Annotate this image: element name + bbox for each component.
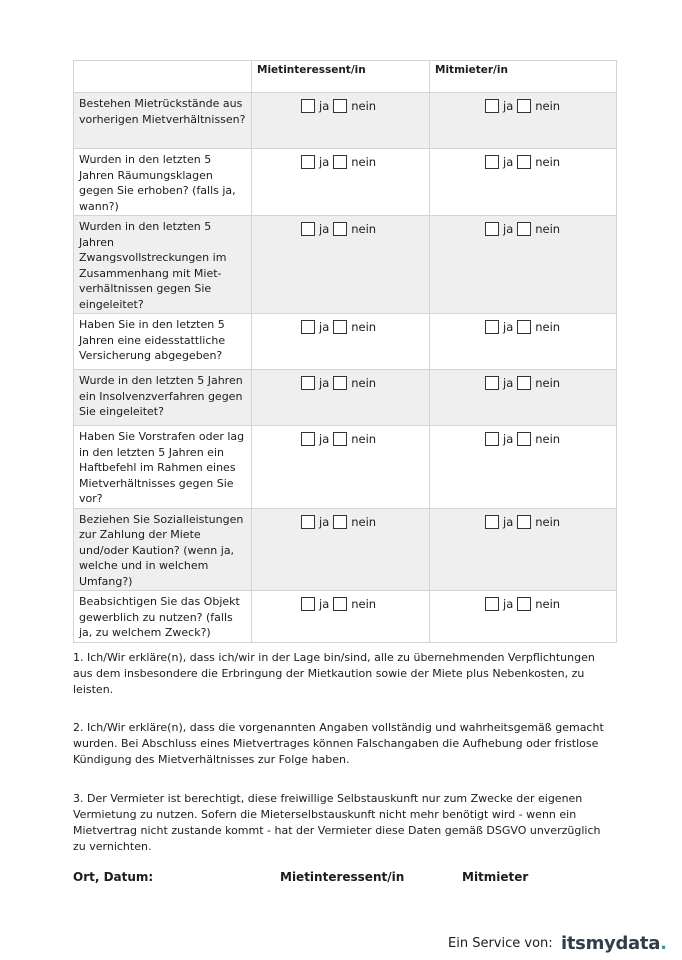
cotenant-nein-checkbox[interactable] [517, 376, 531, 390]
cotenant-ja-checkbox[interactable] [485, 155, 499, 169]
cotenant-options [430, 426, 616, 446]
option-ja-label: ja [503, 514, 514, 529]
tenant-nein-checkbox[interactable] [333, 155, 347, 169]
cotenant-options [430, 370, 616, 390]
tenant-ja-checkbox[interactable] [301, 432, 315, 446]
option-nein-label: nein [535, 514, 561, 529]
cotenant-ja-checkbox[interactable] [485, 222, 499, 236]
table-row [74, 591, 617, 643]
option-ja-label: ja [503, 376, 514, 390]
cotenant-answer-cell [430, 426, 617, 509]
option-ja-label: ja [503, 597, 514, 611]
brand-logo [561, 933, 667, 954]
option-ja-label: ja [319, 514, 330, 529]
question-line: Beziehen Sie Sozialleistungen [79, 512, 244, 526]
question-line: und/oder Kaution? (wenn ja, [79, 543, 235, 557]
option-nein-label: nein [535, 432, 561, 446]
option-ja-label: ja [319, 376, 330, 390]
tenant-answer-cell [252, 591, 430, 643]
signature-cotenant: Mitmieter [462, 870, 529, 884]
tenant-ja-checkbox[interactable] [301, 99, 315, 113]
option-nein-label: nein [535, 222, 561, 236]
question-line: Haftbefehl im Rahmen eines [79, 461, 236, 474]
tenant-answer-cell [252, 149, 430, 216]
tenant-answer-cell [252, 508, 430, 591]
brand-dot: . [660, 933, 667, 954]
tenant-ja-checkbox[interactable] [301, 515, 315, 529]
table-row [74, 314, 617, 370]
tenant-nein-checkbox[interactable] [333, 376, 347, 390]
cotenant-answer-cell [430, 508, 617, 591]
tenant-ja-checkbox[interactable] [301, 155, 315, 169]
tenant-ja-checkbox[interactable] [301, 597, 315, 611]
tenant-ja-checkbox[interactable] [301, 222, 315, 236]
tenant-nein-checkbox[interactable] [333, 320, 347, 334]
brand-name: itsmydata [561, 933, 661, 954]
question-line: zur Zahlung der Miete [79, 528, 201, 541]
tenant-nein-checkbox[interactable] [333, 432, 347, 446]
tenant-answer-cell [252, 370, 430, 426]
tenant-options [252, 426, 429, 446]
cotenant-nein-checkbox[interactable] [517, 597, 531, 611]
question-line: ja, zu welchem Zweck?) [79, 626, 211, 639]
question-line: Versicherung abgegeben? [79, 349, 223, 362]
option-nein-label: nein [351, 514, 377, 529]
question-cell [74, 149, 252, 216]
question-line: in den letzten 5 Jahren ein [79, 445, 224, 459]
option-ja-label: ja [503, 99, 514, 113]
cotenant-ja-checkbox[interactable] [485, 99, 499, 113]
question-cell [74, 93, 252, 149]
option-ja-label: ja [319, 597, 330, 611]
question-cell [74, 314, 252, 370]
option-nein-label: nein [351, 376, 377, 390]
cotenant-ja-checkbox[interactable] [485, 432, 499, 446]
cotenant-answer-cell [430, 591, 617, 643]
option-nein-label: nein [535, 597, 561, 611]
tenant-options [252, 591, 429, 611]
cotenant-answer-cell [430, 93, 617, 149]
option-nein-label: nein [351, 222, 377, 236]
question-line: eingeleitet? [79, 297, 144, 311]
question-line: Jahren [79, 235, 114, 249]
tenant-options [252, 149, 429, 169]
question-line: Haben Sie Vorstrafen oder lag [79, 430, 245, 443]
cotenant-options [430, 216, 616, 236]
tenant-nein-checkbox[interactable] [333, 222, 347, 236]
option-nein-label: nein [351, 320, 377, 334]
question-cell [74, 216, 252, 314]
option-nein-label: nein [535, 155, 561, 169]
tenant-options [252, 93, 429, 113]
self-disclosure-table [73, 60, 617, 643]
question-line: vor? [79, 492, 103, 505]
cotenant-options [430, 149, 616, 169]
question-line: verhältnissen gegen Sie [79, 282, 212, 295]
cotenant-ja-checkbox[interactable] [485, 320, 499, 334]
table-row [74, 93, 617, 149]
cotenant-options [430, 93, 616, 113]
question-line: wann?) [79, 199, 119, 213]
cotenant-options [430, 314, 616, 334]
option-nein-label: nein [351, 99, 377, 113]
question-cell [74, 508, 252, 591]
cotenant-options [430, 591, 616, 611]
cotenant-nein-checkbox[interactable] [517, 99, 531, 113]
option-nein-label: nein [351, 432, 377, 446]
tenant-options [252, 370, 429, 390]
declaration-2: 2. Ich/Wir erkläre(n), dass die vorgenannten Angaben vollständig und wahrheitsgemäß gemacht wurden. Bei Abschluss eines Mietvertrages können Falschangaben die Aufhebung oder fristlose Kündigung des Mietverhältnisses zur Folge haben. [73, 721, 604, 766]
option-ja-label: ja [319, 320, 330, 334]
option-nein-label: nein [351, 597, 377, 611]
signature-tenant: Mietinteressent/in [280, 870, 405, 884]
option-ja-label: ja [503, 155, 514, 169]
question-line: Jahren Räumungsklagen [79, 168, 213, 182]
question-line: Wurde in den letzten 5 Jahren [79, 374, 243, 387]
tenant-options [252, 314, 429, 334]
tenant-nein-checkbox[interactable] [333, 515, 347, 529]
header-tenant: Mietinteressent/in [252, 61, 430, 93]
footer-service-text: Ein Service von: [448, 936, 553, 951]
question-cell [74, 370, 252, 426]
cotenant-answer-cell [430, 370, 617, 426]
cotenant-nein-checkbox[interactable] [517, 222, 531, 236]
cotenant-answer-cell [430, 314, 617, 370]
tenant-options [252, 509, 429, 529]
tenant-ja-checkbox[interactable] [301, 376, 315, 390]
question-line: vorherigen Mietverhältnissen? [79, 112, 246, 126]
cotenant-nein-checkbox[interactable] [517, 320, 531, 334]
declaration-3: 3. Der Vermieter ist berechtigt, diese freiwillige Selbstauskunft nur zum Zwecke der eigenen Vermietung zu nutzen. Sofern die Mieterselbstauskunft nicht mehr benötigt wird - wenn ein Mietvertrag nicht zustande kommt - hat der Vermieter diese Daten gemäß DSGVO unverzüglich zu vernichten. [73, 792, 601, 853]
option-nein-label: nein [535, 376, 561, 390]
table-row [74, 426, 617, 509]
tenant-answer-cell [252, 216, 430, 314]
header-question [74, 61, 252, 93]
table-header-row [74, 61, 617, 93]
cotenant-answer-cell [430, 216, 617, 314]
question-line: Sie eingeleitet? [79, 405, 164, 418]
cotenant-nein-checkbox[interactable] [517, 515, 531, 529]
option-nein-label: nein [351, 155, 377, 169]
table-row [74, 149, 617, 216]
question-line: Jahren eine eidesstattliche [79, 333, 226, 347]
option-nein-label: nein [535, 99, 561, 113]
table-row [74, 370, 617, 426]
tenant-answer-cell [252, 426, 430, 509]
cotenant-ja-checkbox[interactable] [485, 597, 499, 611]
option-ja-label: ja [503, 320, 514, 334]
tenant-nein-checkbox[interactable] [333, 99, 347, 113]
question-cell [74, 426, 252, 509]
option-nein-label: nein [535, 320, 561, 334]
cotenant-options [430, 509, 616, 529]
table-row [74, 508, 617, 591]
signature-place-date: Ort, Datum: [73, 870, 154, 884]
tenant-answer-cell [252, 314, 430, 370]
tenant-ja-checkbox[interactable] [301, 320, 315, 334]
question-line: gewerblich zu nutzen? (falls [79, 610, 233, 624]
question-line: Wurden in den letzten 5 [79, 153, 212, 166]
cotenant-ja-checkbox[interactable] [485, 376, 499, 390]
option-ja-label: ja [319, 99, 330, 113]
question-line: Umfang?) [79, 574, 133, 588]
question-line: Zusammenhang mit Miet- [79, 266, 222, 280]
question-line: Bestehen Mietrückstände aus [79, 97, 243, 110]
cotenant-nein-checkbox[interactable] [517, 432, 531, 446]
option-ja-label: ja [319, 432, 330, 446]
question-line: gegen Sie erhoben? (falls ja, [79, 184, 236, 197]
option-ja-label: ja [503, 432, 514, 446]
question-cell [74, 591, 252, 643]
tenant-nein-checkbox[interactable] [333, 597, 347, 611]
tenant-answer-cell [252, 93, 430, 149]
header-cotenant: Mitmieter/in [430, 61, 617, 93]
tenant-options [252, 216, 429, 236]
cotenant-ja-checkbox[interactable] [485, 515, 499, 529]
cotenant-nein-checkbox[interactable] [517, 155, 531, 169]
cotenant-answer-cell [430, 149, 617, 216]
declaration-1: 1. Ich/Wir erkläre(n), dass ich/wir in der Lage bin/sind, alle zu übernehmenden Verpflichtungen aus dem insbesondere die Erbringung der Mietkaution sowie der Miete plus Nebenkosten, zu leisten. [73, 651, 595, 696]
question-line: Zwangsvollstreckungen im [79, 251, 227, 264]
option-ja-label: ja [503, 222, 514, 236]
option-ja-label: ja [319, 155, 330, 169]
question-line: Beabsichtigen Sie das Objekt [79, 595, 240, 608]
option-ja-label: ja [319, 222, 330, 236]
table-row [74, 216, 617, 314]
question-line: ein Insolvenzverfahren gegen [79, 389, 243, 403]
question-line: Wurden in den letzten 5 [79, 220, 212, 233]
question-line: Mietverhältnisses gegen Sie [79, 476, 234, 490]
question-line: welche und in welchem [79, 559, 209, 572]
question-line: Haben Sie in den letzten 5 [79, 318, 225, 331]
